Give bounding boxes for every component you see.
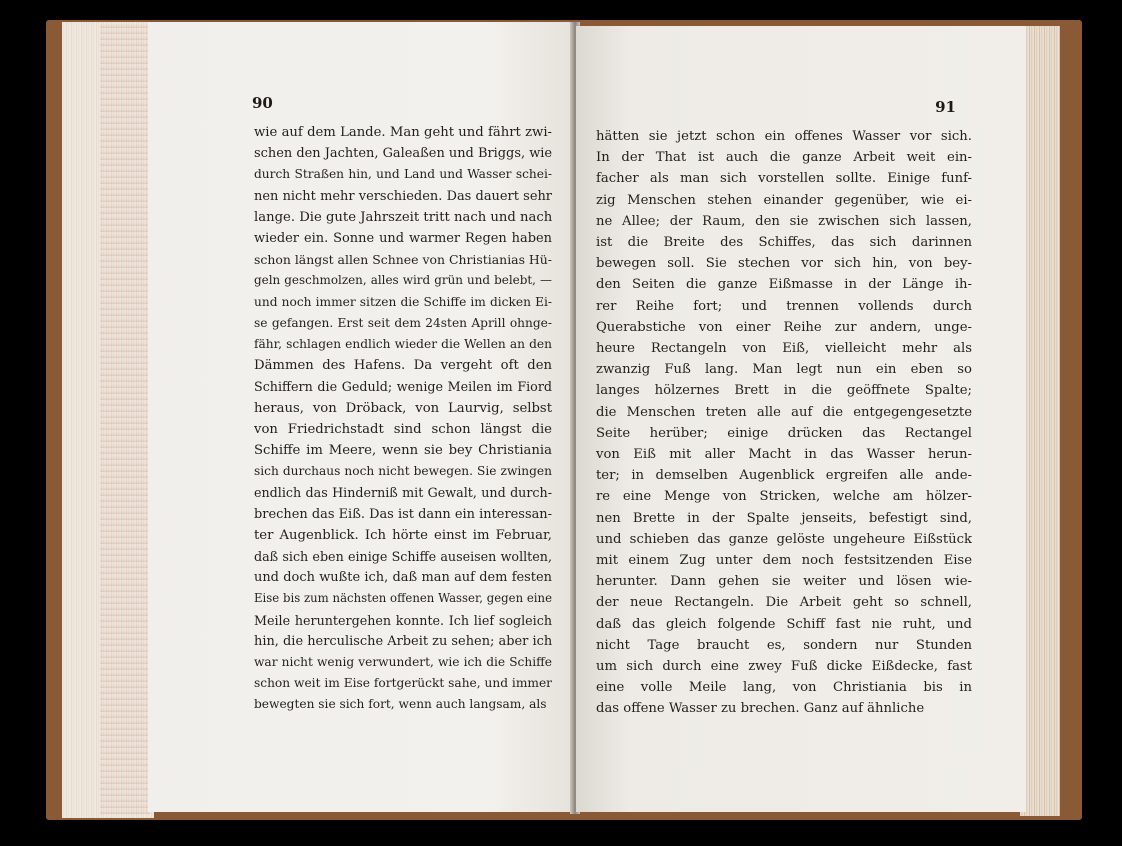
page-number-right: 91 xyxy=(935,98,956,116)
right-page-edges xyxy=(1020,26,1060,816)
text-line: mit einem Zug unter dem noch festsitzenden Eise xyxy=(596,553,972,569)
text-line: sich durchaus noch nicht bewegen. Sie zwingen xyxy=(254,464,552,479)
text-line: zwanzig Fuß lang. Man legt nun ein eben so xyxy=(596,362,972,378)
text-line: Seite herüber; einige drücken das Rectangel xyxy=(596,425,972,441)
text-line: Eise bis zum nächsten offenen Wasser, gegen eine xyxy=(254,591,552,606)
text-line: Querabstiche von einer Reihe zur andern, unge- xyxy=(596,319,972,335)
text-line: wieder ein. Sonne und warmer Regen haben xyxy=(254,231,552,247)
text-line: um sich durch eine zwey Fuß dicke Eißdecke, fast xyxy=(596,659,972,675)
text-line: Schiffe im Meere, wenn sie bey Christiania xyxy=(254,443,552,459)
text-line: In der That ist auch die ganze Arbeit weit ein- xyxy=(596,150,972,166)
text-line: hin, die herculische Arbeit zu sehen; aber ich xyxy=(254,633,552,649)
left-page-edges xyxy=(62,22,154,818)
text-line: bewegten sie sich fort, wenn auch langsam, als xyxy=(254,697,547,712)
left-page xyxy=(148,22,572,812)
text-line: facher als man sich vorstellen sollte. Einige funf- xyxy=(596,171,972,187)
text-line: re eine Menge von Stricken, welche am hölzer- xyxy=(596,489,972,505)
text-line: hätten sie jetzt schon ein offenes Wasser vor sich. xyxy=(596,129,972,144)
text-line: wie auf dem Lande. Man geht und fährt zwi- xyxy=(254,125,552,140)
text-line: den Seiten die ganze Eißmasse in der Länge ih- xyxy=(596,277,972,293)
text-line: das offene Wasser zu brechen. Ganz auf ähnliche xyxy=(596,701,925,717)
text-line: schon längst allen Schnee von Christianias Hü- xyxy=(254,252,552,268)
text-line: ter Augenblick. Ich hörte einst im Februar, xyxy=(254,527,552,543)
page-number-left: 90 xyxy=(252,94,273,112)
text-line: der neue Rectangeln. Die Arbeit geht so schnell, xyxy=(596,595,972,611)
text-line: Schiffern die Geduld; wenige Meilen im Fiord xyxy=(254,379,552,395)
text-line: schon weit im Eise fortgerückt sahe, und immer xyxy=(254,676,552,691)
text-line: endlich das Hinderniß mit Gewalt, und durch- xyxy=(254,485,552,501)
right-page-text xyxy=(596,126,972,720)
text-line: bewegen soll. Sie stechen vor sich hin, von bey- xyxy=(596,256,972,272)
text-line: nen nicht mehr verschieden. Das dauert sehr xyxy=(254,188,552,204)
text-line: war nicht wenig verwundert, wie ich die Schiffe xyxy=(254,655,552,670)
text-line: eine volle Meile lang, von Christiania bis in xyxy=(596,680,972,696)
text-line: ist die Breite des Schiffes, das sich darinnen xyxy=(596,235,972,251)
text-line: von Friedrichstadt sind schon längst die xyxy=(254,421,552,437)
text-line: heure Rectangeln von Eiß, vielleicht mehr als xyxy=(596,341,972,357)
text-line: lange. Die gute Jahrszeit tritt nach und nach xyxy=(254,209,552,225)
text-line: und doch wußte ich, daß man auf dem festen xyxy=(254,570,552,586)
text-line: ter; in demselben Augenblick ergreifen alle ande- xyxy=(596,468,972,484)
text-line: rer Reihe fort; und trennen vollends durch xyxy=(596,298,972,314)
text-line: heraus, von Dröback, von Laurvig, selbst xyxy=(254,400,552,416)
text-line: schen den Jachten, Galeaßen und Briggs, wie xyxy=(254,146,552,162)
left-page-text xyxy=(254,122,552,716)
text-line: langes hölzernes Brett in die geöffnete Spalte; xyxy=(596,383,972,399)
text-line: se gefangen. Erst seit dem 24sten Aprill ohnge- xyxy=(254,315,552,330)
text-line: und noch immer sitzen die Schiffe im dicken Ei- xyxy=(254,294,552,309)
text-line: zig Menschen stehen einander gegenüber, wie ei- xyxy=(596,192,972,208)
text-line: geln geschmolzen, alles wird grün und belebt, — xyxy=(254,273,552,288)
text-line: nicht Tage braucht es, sondern nur Stunden xyxy=(596,637,972,653)
text-line: Dämmen des Hafens. Da vergeht oft den xyxy=(254,358,552,374)
text-line: daß sich eben einige Schiffe auseisen wollten, xyxy=(254,549,552,565)
text-line: die Menschen treten alle auf die entgegengesetzte xyxy=(596,404,972,420)
text-line: von Eiß mit aller Macht in das Wasser herun- xyxy=(596,447,972,463)
text-line: brechen das Eiß. Das ist dann ein interessan- xyxy=(254,506,552,522)
text-line: fähr, schlagen endlich wieder die Wellen an den xyxy=(254,337,552,352)
text-line: daß das gleich folgende Schiff fast nie ruht, und xyxy=(596,616,972,632)
text-line: durch Straßen hin, und Land und Wasser schei- xyxy=(254,167,552,182)
right-page xyxy=(576,26,1026,812)
text-line: Meile heruntergehen konnte. Ich lief sogleich xyxy=(254,612,552,628)
text-line: ne Allee; der Raum, den sie zwischen sich lassen, xyxy=(596,213,972,229)
text-line: nen Brette in der Spalte jenseits, befestigt sind, xyxy=(596,510,972,526)
text-line: und schieben das ganze gelöste ungeheure Eißstück xyxy=(596,531,972,547)
text-line: herunter. Dann gehen sie weiter und lösen wie- xyxy=(596,574,972,590)
